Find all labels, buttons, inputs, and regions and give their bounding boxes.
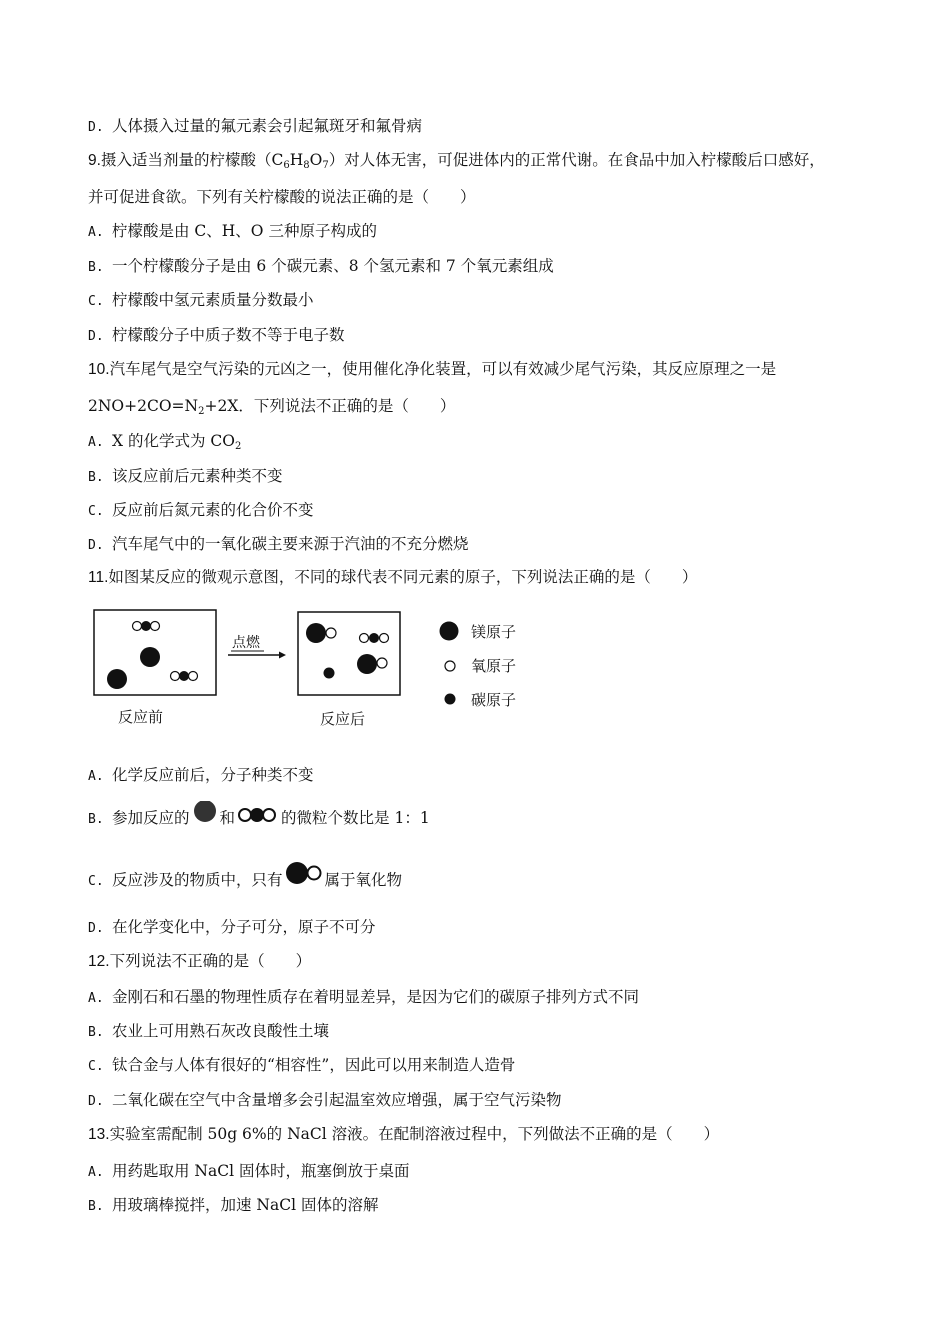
option-letter: D. [88, 120, 104, 135]
q8-option-d [88, 115, 422, 139]
option-letter: A. [88, 1165, 104, 1180]
magnesium-atom [306, 623, 326, 643]
q13-option-a [88, 1160, 409, 1184]
arrow-label: 点燃 [232, 635, 260, 651]
q10-option-c [88, 499, 314, 523]
option-letter: D. [88, 538, 104, 553]
oxygen-atom [377, 658, 387, 668]
q9-option-a [88, 220, 377, 244]
magnesium-oxide-molecule-icon [283, 861, 325, 901]
q9-option-d [88, 324, 345, 348]
carbon-dioxide-molecule-icon [235, 801, 281, 837]
carbon-atom [324, 668, 335, 679]
option-text: 柠檬酸分子中质子数不等于电子数 [112, 326, 345, 344]
subscript: 2 [198, 406, 205, 417]
q11-stem-text: 如图某反应的微观示意图，不同的球代表不同元素的原子，下列说法正确的是（ ） [108, 568, 698, 586]
equation-part: 2NO+2CO=N [88, 397, 199, 415]
reaction-diagram-svg [88, 602, 548, 732]
option-letter: A. [88, 769, 104, 784]
option-letter: C. [88, 874, 104, 889]
option-text: 柠檬酸是由 C、H、O 三种原子构成的 [112, 222, 377, 240]
q12-stem-text: 下列说法不正确的是（ ） [109, 952, 312, 970]
q11-option-c [88, 858, 402, 904]
oxygen-atom [151, 622, 160, 631]
option-text: 用玻璃棒搅拌，加速 NaCl 固体的溶解 [112, 1196, 379, 1214]
option-letter: C. [88, 294, 104, 309]
option-text: 金刚石和石墨的物理性质存在着明显差异，是因为它们的碳原子排列方式不同 [112, 988, 640, 1006]
q10-stem-line1 [88, 358, 776, 381]
subscript: 2 [234, 441, 242, 452]
question-number: 13. [88, 1126, 110, 1143]
q13-stem-text: 实验室需配制 50g 6%的 NaCl 溶液。在配制溶液过程中，下列做法不正确的是（ ） [109, 1125, 720, 1143]
q12-option-c [88, 1054, 515, 1078]
legend-carbon-label: 碳原子 [471, 691, 517, 709]
option-text: 人体摄入过量的氟元素会引起氟斑牙和氟骨病 [112, 117, 423, 135]
question-number: 10. [88, 361, 110, 378]
option-letter: C. [88, 504, 104, 519]
q9-option-b [88, 255, 554, 279]
option-text: 和 [219, 809, 236, 827]
reaction-arrowhead [279, 652, 286, 659]
q12-option-a [88, 986, 639, 1010]
option-text: 化学反应前后，分子种类不变 [112, 766, 314, 784]
q10-option-d [88, 533, 469, 557]
q9-stem-line1 [88, 149, 825, 177]
option-text: 用药匙取用 NaCl 固体时，瓶塞倒放于桌面 [112, 1162, 410, 1180]
magnesium-atom [357, 654, 377, 674]
q12-option-b [88, 1020, 329, 1044]
option-text: 柠檬酸中氢元素质量分数最小 [112, 291, 314, 309]
question-number: 12. [88, 953, 110, 970]
q12-option-d [88, 1089, 562, 1113]
oxygen-atom [360, 634, 369, 643]
equation-part: +2X．下列说法不正确的是（ ） [204, 397, 456, 415]
q11-stem [88, 566, 697, 589]
option-letter: A. [88, 435, 104, 450]
after-label: 反应后 [320, 710, 366, 728]
magnesium-atom-icon [190, 801, 220, 837]
q9-stem-line2: 并可促进食欲。下列有关柠檬酸的说法正确的是（ ） [88, 188, 476, 206]
carbon-atom [179, 671, 189, 681]
question-number: 9. [88, 152, 101, 169]
option-text: 属于氧化物 [324, 871, 403, 889]
oxygen-atom [133, 622, 142, 631]
oxygen-atom [380, 634, 389, 643]
option-letter: B. [88, 812, 104, 827]
q10-option-a [88, 430, 241, 458]
q10-equation-line [88, 395, 455, 423]
question-number: 11. [88, 569, 109, 586]
option-letter: D. [88, 921, 104, 936]
option-letter: D. [88, 1094, 104, 1109]
option-letter: B. [88, 260, 104, 275]
before-label: 反应前 [118, 708, 164, 726]
option-letter: B. [88, 1025, 104, 1040]
option-letter: B. [88, 470, 104, 485]
carbon-atom [369, 633, 379, 643]
legend-carbon-icon [445, 694, 456, 705]
formula-part: H [289, 151, 304, 169]
oxygen-atom [171, 672, 180, 681]
option-text: 的微粒个数比是 1：1 [281, 809, 430, 827]
oxygen-atom [326, 628, 336, 638]
option-text: 汽车尾气中的一氧化碳主要来源于汽油的不充分燃烧 [112, 535, 469, 553]
q10-stem-text: 汽车尾气是空气污染的元凶之一，使用催化净化装置，可以有效减少尾气污染，其反应原理之一是 [109, 360, 777, 378]
subscript: 6 [283, 160, 290, 171]
legend-oxygen-icon [445, 661, 455, 671]
q11-option-d [88, 916, 376, 940]
oxygen-atom [189, 672, 198, 681]
option-text: 二氧化碳在空气中含量增多会引起温室效应增强，属于空气污染物 [112, 1091, 562, 1109]
option-letter: C. [88, 1059, 104, 1074]
option-text: 反应前后氮元素的化合价不变 [112, 501, 314, 519]
option-text: 该反应前后元素种类不变 [112, 467, 283, 485]
q13-stem [88, 1123, 719, 1146]
q9-stem-text: ）对人体无害，可促进体内的正常代谢。在食品中加入柠檬酸后口感好， [328, 151, 825, 169]
legend-magnesium-icon [440, 622, 459, 641]
q9-option-c [88, 289, 314, 313]
option-letter: A. [88, 225, 104, 240]
option-letter: D. [88, 329, 104, 344]
subscript: 8 [303, 160, 310, 171]
legend-magnesium-label: 镁原子 [471, 623, 517, 641]
legend-oxygen-label: 氧原子 [471, 657, 517, 675]
option-text: X 的化学式为 CO [112, 432, 235, 450]
reaction-diagram [88, 602, 548, 732]
option-text: 在化学变化中，分子可分，原子不可分 [112, 918, 376, 936]
option-letter: B. [88, 1199, 104, 1214]
magnesium-atom [140, 647, 160, 667]
carbon-atom [141, 621, 151, 631]
option-text: 反应涉及的物质中，只有 [112, 871, 283, 889]
q9-stem-text: 摄入适当剂量的柠檬酸（C [100, 151, 284, 169]
q13-option-b [88, 1194, 378, 1218]
option-text: 钛合金与人体有很好的“相容性”，因此可以用来制造人造骨 [112, 1056, 516, 1074]
option-letter: A. [88, 991, 104, 1006]
q11-option-b [88, 800, 430, 838]
magnesium-atom [107, 669, 127, 689]
option-text: 农业上可用熟石灰改良酸性土壤 [112, 1022, 330, 1040]
option-text: 参加反应的 [112, 809, 190, 827]
option-text: 一个柠檬酸分子是由 6 个碳元素、8 个氢元素和 7 个氧元素组成 [112, 257, 554, 275]
q10-option-b [88, 465, 283, 489]
q11-option-a [88, 764, 314, 788]
subscript: 7 [322, 160, 329, 171]
q12-stem [88, 950, 311, 973]
formula-part: O [309, 151, 323, 169]
